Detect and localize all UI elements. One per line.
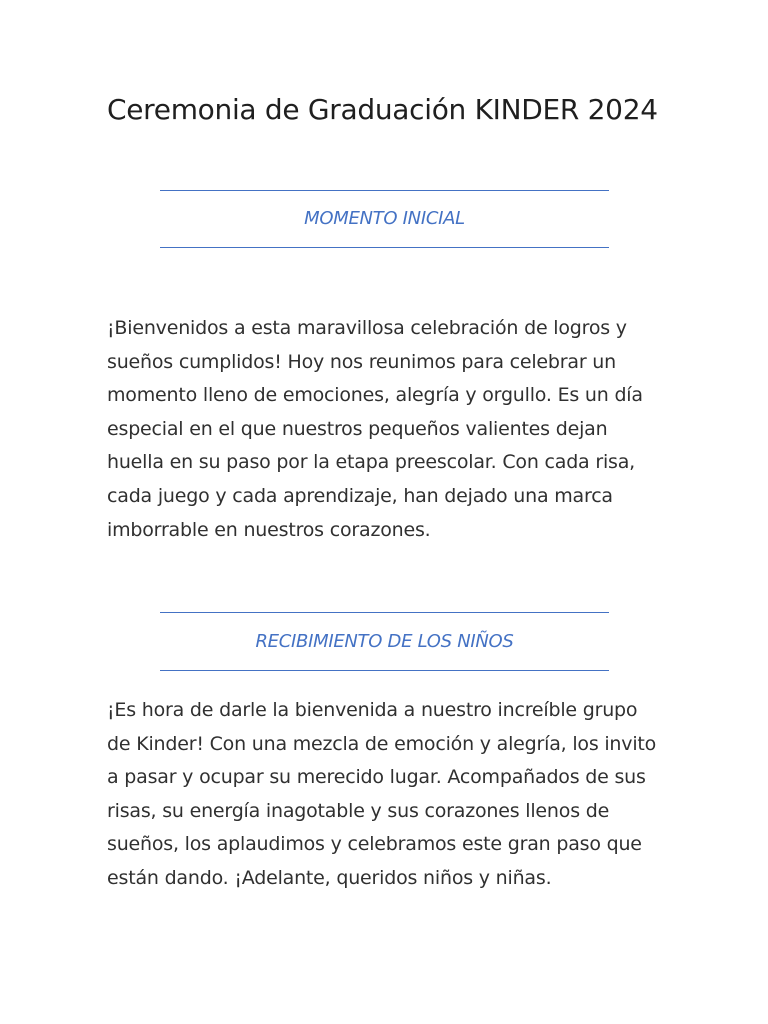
section-body-recibimiento: ¡Es hora de darle la bienvenida a nuestro increíble grupo de Kinder! Con una mezcla de emoción y alegría, los invito a pasar y ocupar su merecido lugar. Acompañados de sus risas, su energía inagotable y sus corazones llenos de sueños, los aplaudimos y celebramos este gran paso que están dando. ¡Adelante, queridos niños y niñas.	[107, 699, 657, 889]
document-title: Ceremonia de Graduación KINDER 2024	[107, 93, 658, 126]
section-body-momento-inicial: ¡Bienvenidos a esta maravillosa celebración de logros y sueños cumplidos! Hoy nos reunimos para celebrar un momento lleno de emociones, alegría y orgullo. Es un día especial en el que nuestros pequeños valientes dejan huella en su paso por la etapa preescolar. Con cada risa, cada juego y cada aprendizaje, han dejado una marca imborrable en nuestros corazones.	[107, 317, 643, 541]
section-heading-momento-inicial: MOMENTO INICIAL	[160, 190, 609, 248]
section-heading-recibimiento: RECIBIMIENTO DE LOS NIÑOS	[160, 612, 609, 671]
